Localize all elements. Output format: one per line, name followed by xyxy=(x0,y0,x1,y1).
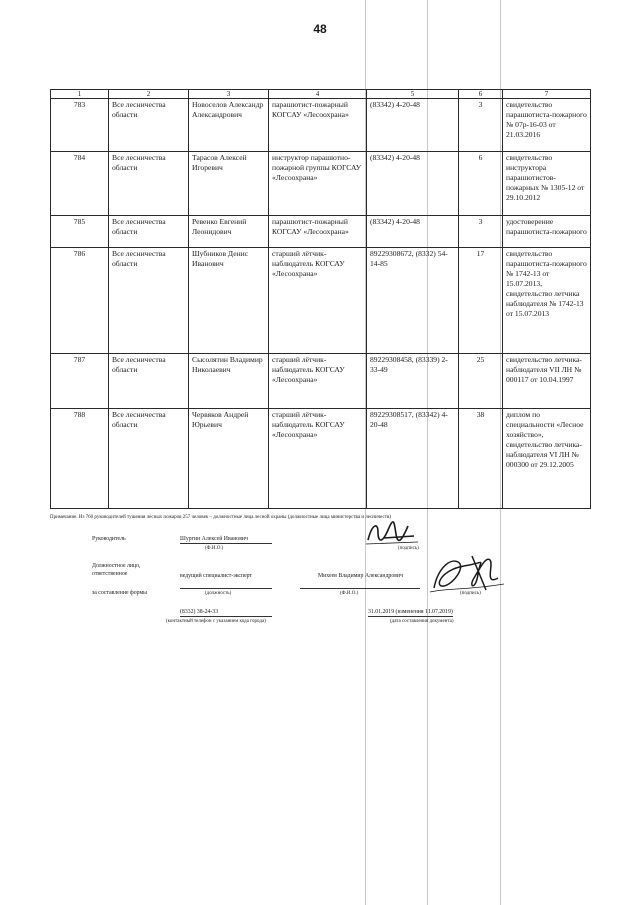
position-caption: (должность) xyxy=(205,591,232,596)
document-date: 31.01.2019 (изменения 11.07.2019) xyxy=(368,609,453,615)
document-cell: свидетельство летчика-наблюдателя VII ЛН № 000117 от 10.04.1997 xyxy=(503,354,591,409)
row-number: 785 xyxy=(51,216,109,248)
fio-line xyxy=(300,586,420,589)
contact-phone: (8332) 38-24-33 xyxy=(180,609,272,617)
phone-caption: (контактный телефон с указанием кода города) xyxy=(166,619,266,624)
phone-cell: 89229308458, (83339) 2-33-49 xyxy=(367,354,459,409)
position-cell: старший лётчик-наблюдатель КОГСАУ «Лесоохрана» xyxy=(269,409,367,509)
area-cell: Все лесничества области xyxy=(109,248,189,354)
experience-cell: 3 xyxy=(459,99,503,152)
footnote: Примечание. Из 760 руководителей тушения лесных пожаров 257 человек – должностные лица лесной охраны (должностные лица министерства и лесничеств) xyxy=(50,515,391,520)
name-cell: Шубников Денис Иванович xyxy=(189,248,269,354)
column-header: 3 xyxy=(189,90,269,99)
area-cell: Все лесничества области xyxy=(109,354,189,409)
head-label: Руководитель xyxy=(92,536,126,542)
responsible-signature xyxy=(428,548,508,598)
name-cell: Ревенко Евгений Леонидович xyxy=(189,216,269,248)
head-name: Шургин Алексей Иванович xyxy=(180,536,272,544)
position-line xyxy=(180,586,272,589)
experience-cell: 6 xyxy=(459,152,503,216)
area-cell: Все лесничества области xyxy=(109,216,189,248)
head-signature xyxy=(364,518,420,548)
date-caption: (дата составления документа) xyxy=(390,619,454,624)
column-header: 7 xyxy=(503,90,591,99)
row-number: 783 xyxy=(51,99,109,152)
column-header: 2 xyxy=(109,90,189,99)
table-row xyxy=(51,152,591,216)
name-cell: Червяков Андрей Юрьевич xyxy=(189,409,269,509)
fio-caption-2: (Ф.И.О.) xyxy=(340,591,359,596)
name-cell: Тарасов Алексей Игоревич xyxy=(189,152,269,216)
staff-table xyxy=(50,89,591,509)
table-row xyxy=(51,354,591,409)
responsible-label-2: ответственное xyxy=(92,571,128,577)
row-number: 784 xyxy=(51,152,109,216)
area-cell: Все лесничества области xyxy=(109,152,189,216)
table-row xyxy=(51,409,591,509)
experience-cell: 25 xyxy=(459,354,503,409)
responsible-position: ведущий специалист-эксперт xyxy=(180,573,253,579)
table-row xyxy=(51,216,591,248)
page-number: 48 xyxy=(313,22,327,36)
column-header: 1 xyxy=(51,90,109,99)
row-number: 788 xyxy=(51,409,109,509)
responsible-label-1: Должностное лицо, xyxy=(92,563,141,569)
phone-cell: 89229308672, (8332) 54-14-85 xyxy=(367,248,459,354)
document-cell: диплом по специальности «Лесное хозяйство», свидетельство летчика-наблюдателя VI ЛН № 000300 от 29.12.2005 xyxy=(503,409,591,509)
document-cell: свидетельство парашютиста-пожарного № 1742-13 от 15.07.2013, свидетельство летчика наблюдателя № 1742-13 от 15.07.2013 xyxy=(503,248,591,354)
area-cell: Все лесничества области xyxy=(109,409,189,509)
row-number: 787 xyxy=(51,354,109,409)
table-row xyxy=(51,99,591,152)
responsible-label-3: за составление формы xyxy=(92,590,148,596)
row-number: 786 xyxy=(51,248,109,354)
column-header: 4 xyxy=(269,90,367,99)
experience-cell: 3 xyxy=(459,216,503,248)
name-cell: Сысолятин Владимир Николаевич xyxy=(189,354,269,409)
document-cell: свидетельство инструктора парашютистов-пожарных № 1305-12 от 29.10.2012 xyxy=(503,152,591,216)
phone-cell: (83342) 4-20-48 xyxy=(367,216,459,248)
position-cell: старший лётчик-наблюдатель КОГСАУ «Лесоохрана» xyxy=(269,354,367,409)
phone-cell: (83342) 4-20-48 xyxy=(367,152,459,216)
column-header: 5 xyxy=(367,90,459,99)
signature-caption-2: (подпись) xyxy=(460,591,481,596)
table-header-row xyxy=(51,90,591,99)
fio-caption: (Ф.И.О.) xyxy=(205,546,224,551)
responsible-name: Михеев Владимир Александрович xyxy=(318,573,403,579)
position-cell: парашютист-пожарный КОГСАУ «Лесоохрана» xyxy=(269,216,367,248)
document-cell: свидетельство парашютиста-пожарного № 07р-16-03 от 21.03.2016 xyxy=(503,99,591,152)
table-row xyxy=(51,248,591,354)
experience-cell: 17 xyxy=(459,248,503,354)
name-cell: Новоселов Александр Александрович xyxy=(189,99,269,152)
experience-cell: 38 xyxy=(459,409,503,509)
phone-cell: 89229308517, (83342) 4-20-48 xyxy=(367,409,459,509)
phone-cell: (83342) 4-20-48 xyxy=(367,99,459,152)
area-cell: Все лесничества области xyxy=(109,99,189,152)
position-cell: парашютист-пожарный КОГСАУ «Лесоохрана» xyxy=(269,99,367,152)
signature-caption: (подпись) xyxy=(398,546,419,551)
column-header: 6 xyxy=(459,90,503,99)
position-cell: инструктор парашютно-пожарной группы КОГСАУ «Лесоохрана» xyxy=(269,152,367,216)
position-cell: старший лётчик-наблюдатель КОГСАУ «Лесоохрана» xyxy=(269,248,367,354)
document-cell: удостоверение парашютиста-пожарного xyxy=(503,216,591,248)
